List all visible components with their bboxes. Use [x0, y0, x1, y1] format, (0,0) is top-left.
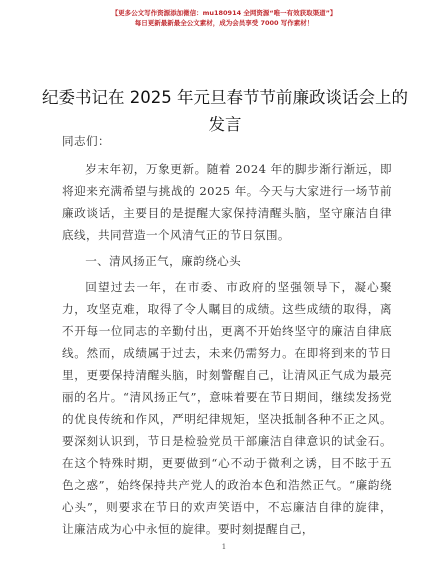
document-title: 纪委书记在 2025 年元旦春节节前廉政谈话会上的发言	[42, 88, 408, 134]
paragraph-intro: 岁末年初，万象更新。随着 2024 年的脚步渐行渐远，即将迎来充满希望与挑战的 2025 年。今天与大家进行一场节前廉政谈话，主要目的是提醒大家保持清醒头脑，坚守廉洁自律底线，共同营造一个风清气正的节日氛围。	[62, 162, 392, 242]
document-body	[62, 130, 392, 544]
section-heading: 一、清风扬正气，廉韵绕心头	[85, 254, 242, 268]
promo-banner	[0, 8, 448, 28]
page-number: 1	[221, 543, 227, 551]
promo-line-2: 每日更新最新最全公文素材，成为会员享受 7000 写作素材！	[134, 19, 314, 27]
promo-line-1: 【更多公文写作资源添加微信：mu180914 全网资源“唯一有效获取渠道”】	[111, 9, 337, 17]
paragraph-section-1: 回望过去一年，在市委、市政府的坚强领导下，凝心聚力，攻坚克难，取得了令人瞩目的成绩。这些成绩的取得，离不开每一位同志的辛勤付出，更离不开始终坚守的廉洁自律底线。然而，成绩属于过去，未来仍需努力。在即将到来的节日里，更要保持清醒头脑，时刻警醒自己，让清风正气成为最亮丽的名片。“清风扬正气”，意味着要在节日期间，继续发扬党的优良传统和作风，严明纪律规矩，坚决抵制各种不正之风。要深刻认识到，节日是检验党员干部廉洁自律意识的试金石。在这个特殊时期，更要做到“心不动于微利之诱，目不眩于五色之惑”，始终保持共产党人的政治本色和浩然正气。“廉韵绕心头”，则要求在节日的欢声笑语中，不忘廉洁自律的旋律，让廉洁成为心中永恒的旋律。要时刻提醒自己，	[62, 280, 392, 536]
salutation: 同志们：	[62, 134, 110, 148]
